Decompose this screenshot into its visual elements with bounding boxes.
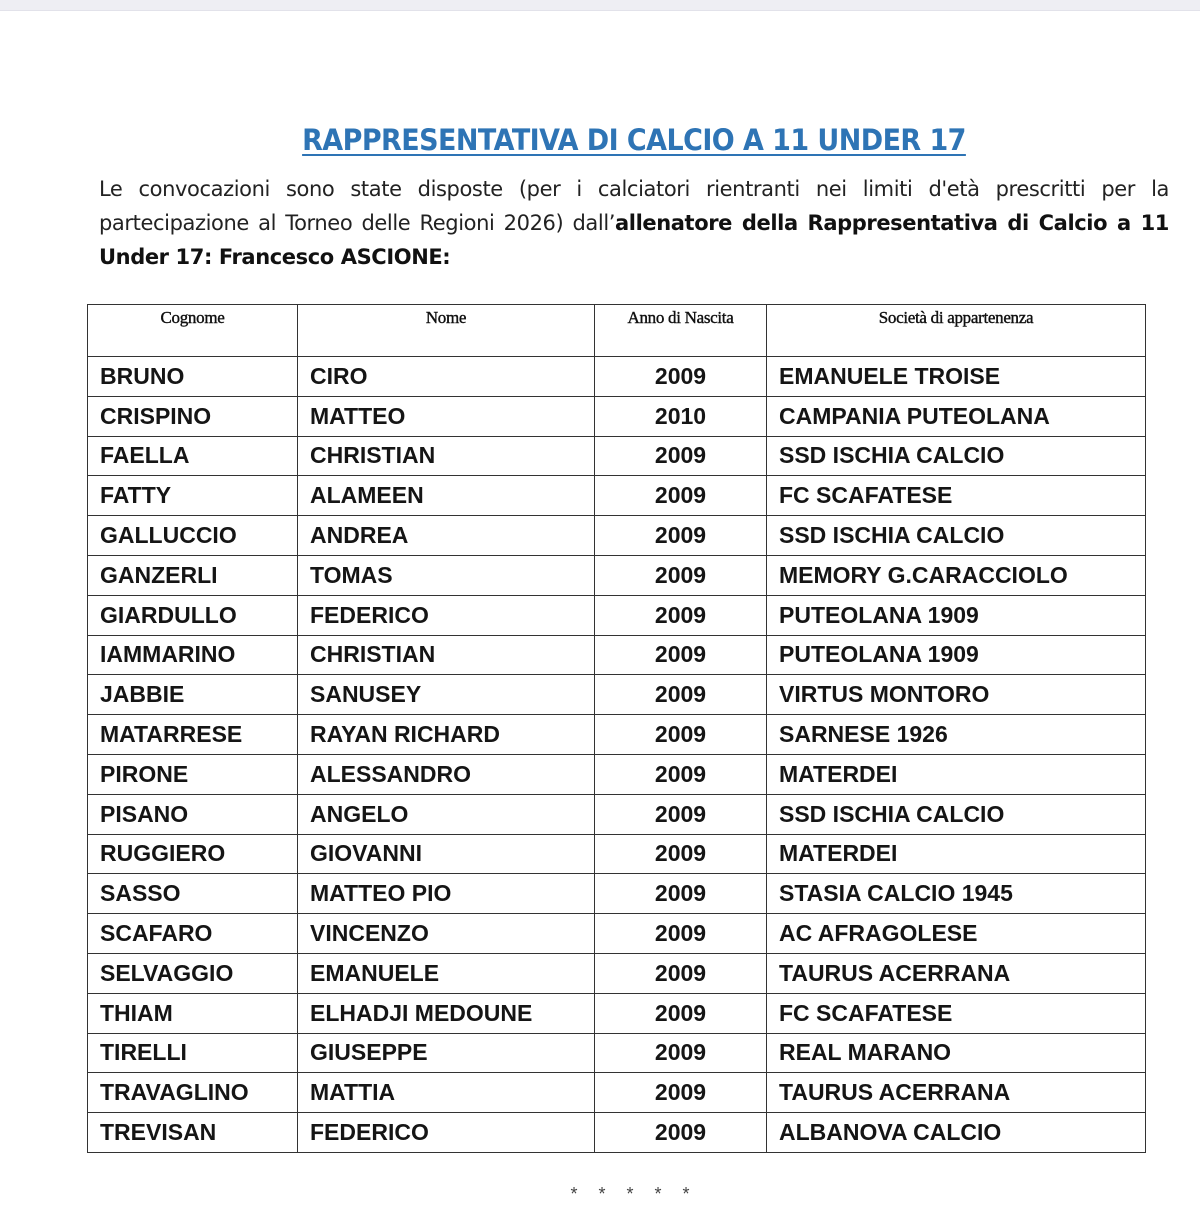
cell-anno: 2009 (595, 754, 767, 794)
table-row (88, 635, 1146, 675)
cell-anno: 2009 (595, 1073, 767, 1113)
cell-anno: 2009 (595, 595, 767, 635)
cell-anno: 2009 (595, 476, 767, 516)
end-marker: * * * * * (570, 1184, 698, 1204)
intro-text: Le convocazioni sono state disposte (per i calciatori rientranti nei limiti d'età prescritti per la partecipazione al Torneo delle Regioni 2026) dall’ (99, 177, 1169, 235)
cell-anno: 2009 (595, 874, 767, 914)
cell-anno: 2009 (595, 635, 767, 675)
cell-anno: 2009 (595, 516, 767, 556)
cell-nome: ANDREA (298, 516, 595, 556)
cell-societa: EMANUELE TROISE (767, 357, 1146, 397)
table-row (88, 993, 1146, 1033)
table-row (88, 715, 1146, 755)
cell-anno: 2009 (595, 436, 767, 476)
cell-cognome: JABBIE (88, 675, 298, 715)
cell-cognome: PIRONE (88, 754, 298, 794)
cell-anno: 2009 (595, 715, 767, 755)
cell-nome: FEDERICO (298, 595, 595, 635)
cell-societa: SSD ISCHIA CALCIO (767, 516, 1146, 556)
intro-paragraph (99, 172, 1169, 274)
cell-anno: 2009 (595, 834, 767, 874)
cell-societa: FC SCAFATESE (767, 476, 1146, 516)
cell-nome: TOMAS (298, 555, 595, 595)
table-row (88, 675, 1146, 715)
cell-nome: MATTEO PIO (298, 874, 595, 914)
cell-cognome: RUGGIERO (88, 834, 298, 874)
cell-societa: TAURUS ACERRANA (767, 1073, 1146, 1113)
cell-cognome: SCAFARO (88, 914, 298, 954)
cell-societa: SSD ISCHIA CALCIO (767, 794, 1146, 834)
cell-anno: 2009 (595, 993, 767, 1033)
cell-societa: TAURUS ACERRANA (767, 953, 1146, 993)
cell-nome: ANGELO (298, 794, 595, 834)
cell-anno: 2009 (595, 794, 767, 834)
cell-nome: ALESSANDRO (298, 754, 595, 794)
cell-anno: 2010 (595, 396, 767, 436)
cell-nome: GIOVANNI (298, 834, 595, 874)
viewer-top-bar (0, 0, 1200, 11)
cell-cognome: FAELLA (88, 436, 298, 476)
cell-societa: VIRTUS MONTORO (767, 675, 1146, 715)
roster-table (87, 304, 1146, 1153)
cell-nome: SANUSEY (298, 675, 595, 715)
cell-societa: FC SCAFATESE (767, 993, 1146, 1033)
cell-cognome: GIARDULLO (88, 595, 298, 635)
cell-cognome: TIRELLI (88, 1033, 298, 1073)
cell-cognome: TREVISAN (88, 1113, 298, 1153)
cell-societa: ALBANOVA CALCIO (767, 1113, 1146, 1153)
cell-cognome: PISANO (88, 794, 298, 834)
cell-societa: MEMORY G.CARACCIOLO (767, 555, 1146, 595)
cell-societa: MATERDEI (767, 834, 1146, 874)
cell-nome: CIRO (298, 357, 595, 397)
table-row (88, 436, 1146, 476)
cell-societa: STASIA CALCIO 1945 (767, 874, 1146, 914)
table-row (88, 1073, 1146, 1113)
cell-cognome: SASSO (88, 874, 298, 914)
table-row (88, 953, 1146, 993)
roster-body (88, 357, 1146, 1153)
cell-societa: CAMPANIA PUTEOLANA (767, 396, 1146, 436)
cell-societa: MATERDEI (767, 754, 1146, 794)
cell-cognome: CRISPINO (88, 396, 298, 436)
cell-cognome: MATARRESE (88, 715, 298, 755)
table-row (88, 1113, 1146, 1153)
header-societa: Società di appartenenza (767, 305, 1146, 357)
cell-cognome: SELVAGGIO (88, 953, 298, 993)
document-title: RAPPRESENTATIVA DI CALCIO A 11 UNDER 17 (302, 123, 966, 157)
table-row (88, 476, 1146, 516)
table-row (88, 834, 1146, 874)
cell-nome: VINCENZO (298, 914, 595, 954)
intro-coach-text: allenatore della Rappresentativa di Calcio a 11 Under 17: Francesco ASCIONE: (99, 211, 1169, 269)
table-row (88, 794, 1146, 834)
cell-nome: RAYAN RICHARD (298, 715, 595, 755)
table-row (88, 595, 1146, 635)
table-row (88, 555, 1146, 595)
cell-anno: 2009 (595, 555, 767, 595)
table-row (88, 1033, 1146, 1073)
table-row (88, 357, 1146, 397)
table-row (88, 396, 1146, 436)
header-cognome: Cognome (88, 305, 298, 357)
cell-anno: 2009 (595, 1113, 767, 1153)
cell-societa: PUTEOLANA 1909 (767, 635, 1146, 675)
cell-cognome: THIAM (88, 993, 298, 1033)
cell-nome: MATTEO (298, 396, 595, 436)
header-nome: Nome (298, 305, 595, 357)
cell-nome: ALAMEEN (298, 476, 595, 516)
cell-societa: SSD ISCHIA CALCIO (767, 436, 1146, 476)
cell-cognome: TRAVAGLINO (88, 1073, 298, 1113)
cell-cognome: IAMMARINO (88, 635, 298, 675)
cell-nome: CHRISTIAN (298, 436, 595, 476)
cell-societa: AC AFRAGOLESE (767, 914, 1146, 954)
table-row (88, 914, 1146, 954)
cell-nome: GIUSEPPE (298, 1033, 595, 1073)
cell-anno: 2009 (595, 675, 767, 715)
cell-cognome: GALLUCCIO (88, 516, 298, 556)
cell-nome: FEDERICO (298, 1113, 595, 1153)
cell-anno: 2009 (595, 1033, 767, 1073)
table-row (88, 516, 1146, 556)
cell-nome: ELHADJI MEDOUNE (298, 993, 595, 1033)
cell-societa: REAL MARANO (767, 1033, 1146, 1073)
cell-nome: CHRISTIAN (298, 635, 595, 675)
cell-anno: 2009 (595, 357, 767, 397)
cell-nome: EMANUELE (298, 953, 595, 993)
cell-anno: 2009 (595, 953, 767, 993)
cell-cognome: BRUNO (88, 357, 298, 397)
header-anno: Anno di Nascita (595, 305, 767, 357)
table-header-row (88, 305, 1146, 357)
cell-nome: MATTIA (298, 1073, 595, 1113)
cell-societa: SARNESE 1926 (767, 715, 1146, 755)
table-row (88, 874, 1146, 914)
cell-societa: PUTEOLANA 1909 (767, 595, 1146, 635)
cell-cognome: GANZERLI (88, 555, 298, 595)
cell-cognome: FATTY (88, 476, 298, 516)
cell-anno: 2009 (595, 914, 767, 954)
table-row (88, 754, 1146, 794)
